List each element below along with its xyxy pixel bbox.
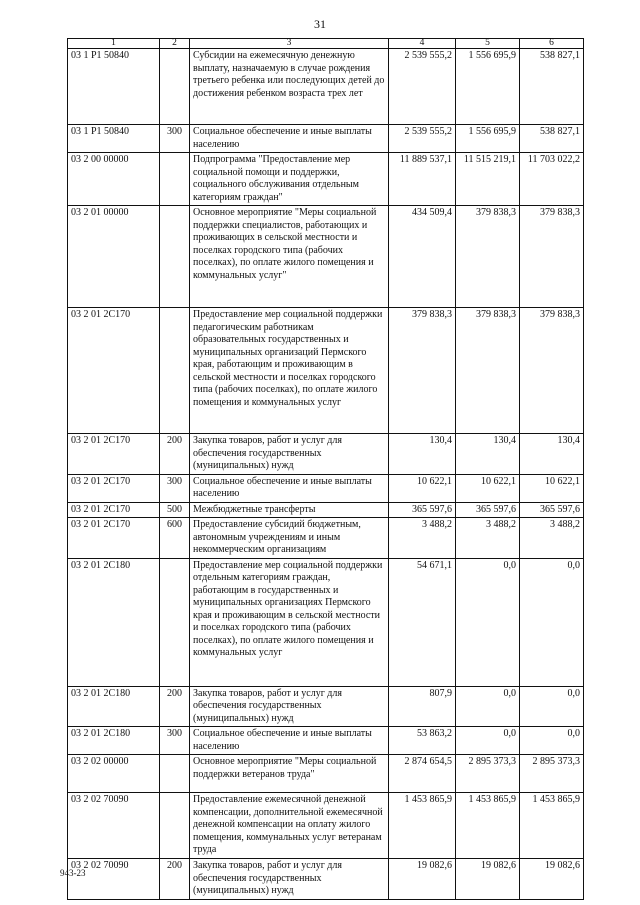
table-row	[68, 308, 584, 434]
row-value-year-1: 2 874 654,5	[389, 755, 456, 793]
row-value-year-3: 0,0	[520, 727, 584, 755]
row-value-year-2: 11 515 219,1	[456, 153, 520, 206]
header-row	[68, 39, 584, 49]
row-value-year-1: 19 082,6	[389, 859, 456, 900]
row-value-year-2: 0,0	[456, 558, 520, 686]
row-value-year-2: 1 556 695,9	[456, 125, 520, 153]
row-expense-type: 200	[160, 686, 190, 727]
row-value-year-1: 3 488,2	[389, 518, 456, 559]
row-name: Закупка товаров, работ и услуг для обеспечения государственных (муниципальных) нужд	[190, 434, 389, 475]
row-value-year-3: 11 703 022,2	[520, 153, 584, 206]
row-value-year-3: 379 838,3	[520, 308, 584, 434]
row-name: Закупка товаров, работ и услуг для обеспечения государственных (муниципальных) нужд	[190, 859, 389, 900]
row-expense-type: 200	[160, 859, 190, 900]
row-code: 03 2 01 2C170	[68, 434, 160, 475]
header-col-5: 5	[456, 39, 520, 49]
table-row	[68, 49, 584, 125]
row-name: Основное мероприятие "Меры социальной поддержки ветеранов труда"	[190, 755, 389, 793]
row-value-year-1: 53 863,2	[389, 727, 456, 755]
table-row	[68, 474, 584, 502]
header-col-3: 3	[190, 39, 389, 49]
footer-code: 943-23	[60, 868, 86, 878]
row-name: Предоставление мер социальной поддержки педагогическим работникам образовательных государственных и муниципальных организаций Пермского края, работающим и проживающим в сельской местности и поселках городского типа (рабочих поселках), по оплате жилого помещения и коммунальных услуг	[190, 308, 389, 434]
row-value-year-3: 0,0	[520, 558, 584, 686]
header-col-6: 6	[520, 39, 584, 49]
row-value-year-2: 3 488,2	[456, 518, 520, 559]
row-expense-type: 300	[160, 474, 190, 502]
row-value-year-3: 130,4	[520, 434, 584, 475]
row-code: 03 1 P1 50840	[68, 49, 160, 125]
row-expense-type	[160, 49, 190, 125]
row-value-year-2: 130,4	[456, 434, 520, 475]
row-name: Социальное обеспечение и иные выплаты населению	[190, 474, 389, 502]
table-row	[68, 153, 584, 206]
row-expense-type: 300	[160, 125, 190, 153]
row-code: 03 2 02 70090	[68, 793, 160, 859]
row-value-year-1: 365 597,6	[389, 502, 456, 518]
row-value-year-2: 19 082,6	[456, 859, 520, 900]
row-value-year-2: 379 838,3	[456, 206, 520, 308]
row-expense-type: 500	[160, 502, 190, 518]
row-code: 03 2 02 00000	[68, 755, 160, 793]
row-value-year-3: 0,0	[520, 686, 584, 727]
row-name: Межбюджетные трансферты	[190, 502, 389, 518]
row-code: 03 2 01 2C170	[68, 518, 160, 559]
row-value-year-2: 2 895 373,3	[456, 755, 520, 793]
row-value-year-1: 10 622,1	[389, 474, 456, 502]
table-row	[68, 502, 584, 518]
row-code: 03 2 02 70090	[68, 859, 160, 900]
row-name: Социальное обеспечение и иные выплаты населению	[190, 125, 389, 153]
row-code: 03 2 00 00000	[68, 153, 160, 206]
row-name: Подпрограмма "Предоставление мер социальной помощи и поддержки, социального обслуживания отдельным категориям граждан"	[190, 153, 389, 206]
table-row	[68, 434, 584, 475]
page-number: 31	[314, 17, 326, 31]
row-value-year-2: 1 556 695,9	[456, 49, 520, 125]
row-value-year-1: 130,4	[389, 434, 456, 475]
row-code: 03 1 P1 50840	[68, 125, 160, 153]
table-row	[68, 125, 584, 153]
row-value-year-3: 538 827,1	[520, 49, 584, 125]
row-expense-type: 200	[160, 434, 190, 475]
header-col-4: 4	[389, 39, 456, 49]
row-value-year-3: 379 838,3	[520, 206, 584, 308]
table-row	[68, 859, 584, 900]
row-value-year-1: 379 838,3	[389, 308, 456, 434]
row-value-year-3: 19 082,6	[520, 859, 584, 900]
row-expense-type	[160, 755, 190, 793]
row-name: Предоставление ежемесячной денежной компенсации, дополнительной ежемесячной денежной компенсации на оплату жилого помещения, коммунальных услуг ветеранам труда	[190, 793, 389, 859]
row-expense-type: 600	[160, 518, 190, 559]
row-value-year-3: 2 895 373,3	[520, 755, 584, 793]
row-value-year-2: 379 838,3	[456, 308, 520, 434]
row-name: Закупка товаров, работ и услуг для обеспечения государственных (муниципальных) нужд	[190, 686, 389, 727]
row-value-year-3: 10 622,1	[520, 474, 584, 502]
budget-table	[67, 38, 584, 900]
row-value-year-1: 807,9	[389, 686, 456, 727]
row-code: 03 2 01 00000	[68, 206, 160, 308]
row-expense-type	[160, 558, 190, 686]
row-value-year-2: 0,0	[456, 686, 520, 727]
row-code: 03 2 01 2C180	[68, 727, 160, 755]
table-row	[68, 558, 584, 686]
table-row	[68, 793, 584, 859]
table-row	[68, 206, 584, 308]
row-value-year-1: 1 453 865,9	[389, 793, 456, 859]
row-value-year-2: 0,0	[456, 727, 520, 755]
row-name: Основное мероприятие "Меры социальной поддержки специалистов, работающих и проживающих в сельской местности и поселках городского типа (рабочих поселках), по оплате жилого помещения и коммунальных услуг"	[190, 206, 389, 308]
row-expense-type	[160, 793, 190, 859]
row-code: 03 2 01 2C170	[68, 474, 160, 502]
table-row	[68, 755, 584, 793]
header-col-2: 2	[160, 39, 190, 49]
table-row	[68, 686, 584, 727]
row-value-year-1: 11 889 537,1	[389, 153, 456, 206]
row-code: 03 2 01 2C180	[68, 686, 160, 727]
row-value-year-2: 365 597,6	[456, 502, 520, 518]
row-value-year-3: 365 597,6	[520, 502, 584, 518]
row-expense-type	[160, 153, 190, 206]
row-value-year-3: 3 488,2	[520, 518, 584, 559]
row-expense-type	[160, 206, 190, 308]
row-code: 03 2 01 2C170	[68, 308, 160, 434]
row-name: Предоставление мер социальной поддержки отдельным категориям граждан, работающим в государственных и муниципальных организациях Пермского края и проживающим в сельской местности и поселках городского типа (рабочих поселках), по оплате жилого помещения и коммунальных услуг	[190, 558, 389, 686]
header-col-1: 1	[68, 39, 160, 49]
row-value-year-3: 538 827,1	[520, 125, 584, 153]
row-value-year-1: 54 671,1	[389, 558, 456, 686]
row-value-year-2: 10 622,1	[456, 474, 520, 502]
row-value-year-2: 1 453 865,9	[456, 793, 520, 859]
row-expense-type	[160, 308, 190, 434]
row-code: 03 2 01 2C170	[68, 502, 160, 518]
table-row	[68, 727, 584, 755]
row-expense-type: 300	[160, 727, 190, 755]
row-value-year-1: 2 539 555,2	[389, 49, 456, 125]
row-value-year-1: 2 539 555,2	[389, 125, 456, 153]
row-value-year-1: 434 509,4	[389, 206, 456, 308]
row-code: 03 2 01 2C180	[68, 558, 160, 686]
row-name: Субсидии на ежемесячную денежную выплату, назначаемую в случае рождения третьего ребенка или последующих детей до достижения ребенком возраста трех лет	[190, 49, 389, 125]
row-name: Социальное обеспечение и иные выплаты населению	[190, 727, 389, 755]
row-value-year-3: 1 453 865,9	[520, 793, 584, 859]
table-row	[68, 518, 584, 559]
row-name: Предоставление субсидий бюджетным, автономным учреждениям и иным некоммерческим организациям	[190, 518, 389, 559]
